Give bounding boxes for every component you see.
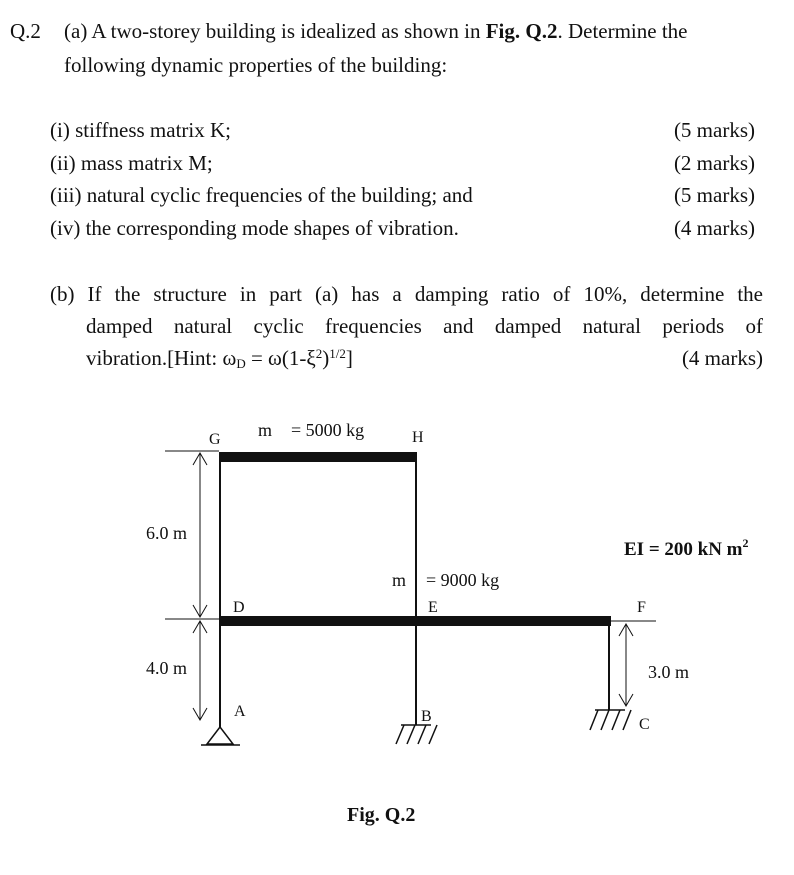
part-a-intro-pre: A two-storey building is idealized as shown in	[91, 19, 486, 43]
node-label-h: H	[412, 429, 424, 446]
dimension-lower-label: 4.0 m	[146, 658, 188, 678]
frame-figure	[0, 400, 794, 875]
fixed-support-b	[396, 725, 437, 744]
node-label-f: F	[637, 599, 646, 616]
part-a-intro-post: . Determine the	[557, 19, 688, 43]
dimension-left	[165, 451, 219, 720]
hint-sub-d: D	[236, 356, 246, 371]
item-ii-marks: (2 marks)	[673, 151, 755, 175]
question-number: Q.2	[10, 19, 41, 43]
node-label-b: B	[421, 708, 432, 725]
hint-close: )	[322, 346, 330, 370]
part-a-intro-line2: following dynamic properties of the building:	[64, 53, 448, 77]
pin-support-a	[201, 727, 240, 745]
mass-top-value: = 5000 kg	[291, 420, 365, 440]
node-label-c: C	[639, 716, 650, 733]
node-label-a: A	[234, 703, 246, 720]
top-beam-gh	[219, 452, 417, 462]
part-a-intro-line1	[64, 18, 687, 44]
part-a-label: (a)	[64, 19, 88, 43]
hint-sup-2: 2	[315, 346, 323, 361]
part-b-line1: (b) If the structure in part (a) has a damping ratio of 10%, determine the	[50, 282, 763, 306]
figure-caption: Fig. Q.2	[347, 804, 416, 826]
ei-label	[624, 536, 749, 560]
figure-reference: Fig. Q.2	[485, 19, 558, 43]
ei-label-sup: 2	[742, 536, 749, 550]
node-label-g: G	[209, 431, 221, 448]
hint-sup-half: 1/2	[329, 346, 346, 361]
mass-top-symbol: m	[258, 420, 273, 440]
item-iii-marks: (5 marks)	[673, 183, 755, 207]
ei-label-text: EI = 200 kN m	[624, 539, 743, 560]
item-i-marks: (5 marks)	[673, 118, 755, 142]
item-i-text: (i) stiffness matrix K;	[50, 118, 232, 142]
node-label-e: E	[428, 599, 438, 616]
dimension-upper-label: 6.0 m	[146, 523, 188, 543]
item-iv-marks: (4 marks)	[673, 216, 755, 240]
item-iv-text: (iv) the corresponding mode shapes of vibration.	[50, 216, 459, 240]
hint-end: ]	[345, 346, 353, 370]
mass-bottom-symbol: m	[392, 570, 407, 590]
part-b-line3	[86, 345, 353, 371]
hint-pre: vibration.[Hint: ω	[86, 346, 237, 370]
dimension-right-label: 3.0 m	[648, 662, 690, 682]
hint-mid: = ω(1-ξ	[245, 346, 316, 370]
fixed-support-c	[590, 710, 631, 730]
part-b-marks: (4 marks)	[681, 346, 763, 370]
item-iii-text: (iii) natural cyclic frequencies of the building; and	[50, 183, 473, 207]
part-b-line2: damped natural cyclic frequencies and damped natural periods of	[86, 314, 763, 338]
item-ii-text: (ii) mass matrix M;	[50, 151, 213, 175]
node-label-d: D	[233, 599, 245, 616]
mass-bottom-value: = 9000 kg	[426, 570, 500, 590]
